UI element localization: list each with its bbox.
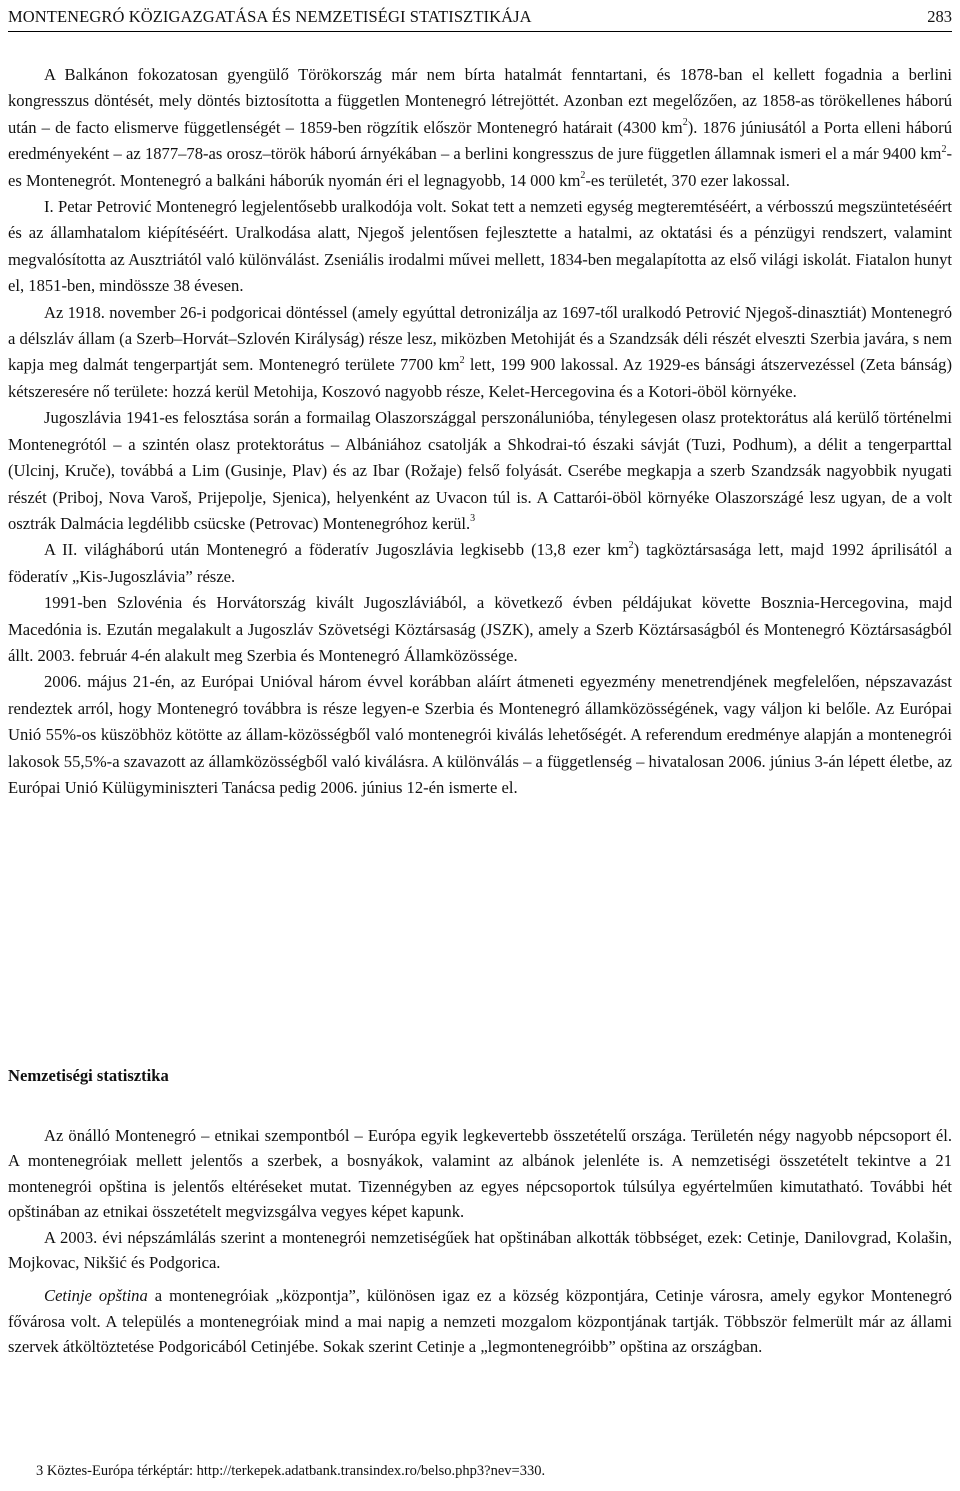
running-title: MONTENEGRÓ KÖZIGAZGATÁSA ÉS NEMZETISÉGI STATISZTIKÁJA (8, 7, 532, 26)
history-section (8, 62, 952, 801)
page-number: 283 (927, 7, 952, 26)
paragraph-petar: I. Petar Petrović Montenegró legjelentősebb uralkodója volt. Sokat tett a nemzeti egység megteremtéséért, a vérbosszú megszüntetéséért és az államhatalom kiépítéséért. Uralkodása alatt, Njegoš jelentősen fejlesztette a hatalmi, az oktatási és a pénzügyi rendszert, valamint megvalósította az Ausztriától való különválást. Zseniális irodalmi művei mellett, 1834-ben megalapította az első világi iskolát. Fiatalon hunyt el, 1851-ben, mindössze 38 évesen. (8, 197, 952, 296)
paragraph-independence: A Balkánon fokozatosan gyengülő Törökország már nem bírta hatalmát fenntartani, és 1878-ban el kellett fogadnia a berlini kongresszus döntését, mely döntés biztosította a független Montenegró létrejöttét. Azonban ezt megelőzően, az 1858-as törökellenes háború után – de facto elismerve függetlenségét – 1859-ben rögzítik először Montenegró határait (4300 $km^2$). 1876 júniusától a Porta elleni háború eredményeként – az 1877–78-as orosz–török háború árnyékában – a berlini kongresszus de jure független államnak ismeri el a már 9400 $km^2-es$ Montenegrót. Montenegró a balkáni háborúk nyomán éri el legnagyobb, 14 000 $km^2-es$ területét, 370 ezer lakossal. (8, 65, 952, 190)
footnote: 3 Köztes-Európa térképtár: http://terkepek.adatbank.transindex.ro/belso.php3?nev=330. (36, 1463, 546, 1479)
section-heading: Nemzetiségi statisztika (8, 1066, 169, 1085)
paragraph-1918: Az 1918. november 26-i podgoricai döntéssel (amely egyúttal detronizálja az 1697-től uralkodó Petrović Njegoš-dinasztiát) Montenegró a délszláv állam (a Szerb–Horvát–Szlovén Királyság) része lesz, miközben Metohiját és a Szandzsák déli részét elveszti Szerbia javára, s nem kapja meg dalmát tengerpartját sem. Montenegró területe 7700 $km^2$ lett, 199 900 lakossal. Az 1929-es bánsági átszervezéssel (Zeta bánság) kétszeresére nő területe: hozzá kerül Metohija, Koszovó nagyobb része, Kelet-Hercegovina és a Kotori-öböl környéke. (8, 302, 952, 401)
page-header (8, 5, 952, 32)
paragraph-census: A 2003. évi népszámlálás szerint a montenegrói nemzetiségűek hat opštinában alkották többséget, ezek: Cetinje, Danilovgrad, Kolašin, Mojkovac, Nikšić és Podgorica. (8, 1227, 952, 1273)
paragraph-1991: 1991-ben Szlovénia és Horvátország kivált Jugoszláviából, a következő évben példájukat követte Bosznia-Hercegovina, majd Macedónia is. Ezután megalakult a Jugoszláv Szövetségi Köztársaság (JSZK), amely a Szerb Köztársaságból és Montenegró Köztársaságból állt. 2003. február 4-én alakult meg Szerbia és Montenegró Államközössége. (8, 593, 952, 665)
spacer (8, 1275, 952, 1283)
paragraph-cetinje: Cetinje opština a montenegróiak „központja”, különösen igaz ez a község központjára, Cetinje városra, amely egykor Montenegró fővárosa volt. A település a montenegróiak mind a mai napig a nemzeti mozgalom központjának tartják. Többször felmerült már az állami szervek átköltöztetése Podgoricából Cetinjébe. Sokak szerint Cetinje a „legmontenegróibb” opština az országban. (8, 1286, 952, 1357)
footnote-ref[interactable]: 3 (470, 513, 476, 525)
paragraph-2006: 2006. május 21-én, az Európai Unióval három évvel korábban aláírt átmeneti egyezmény menetrendjének megfelelően, népszavazást rendeztek arról, hogy Montenegró továbbra is része legyen-e Szerbia és Montenegró államközösségének, vagy váljon ki belőle. Az Európai Unió 55%-os küszöbhöz kötötte az állam-közösségből való montenegrói kiválás lehetőségét. A referendum eredménye alapján a montenegrói lakosok 55,5%-a szavazott az államközösségből való kiválásra. A különválás – a függetlenség – hivatalosan 2006. június 3-án lépett életbe, az Európai Unió Külügyminiszteri Tanácsa pedig 2006. június 12-én ismerte el. (8, 672, 952, 797)
paragraph-ethnic: Az önálló Montenegró – etnikai szempontból – Európa egyik legkevertebb összetételű országa. Területén négy nagyobb népcsoport él. A montenegróiak mellett jelentős a szerbek, a bosnyákok, valamint az albánok jelenléte is. A nemzetiségi összetételt tekintve a 21 montenegrói opština is jelentős eltéréseket mutat. Tizennégyben az egyes népcsoportok túlsúlya egyértelműen kimutatható. További hét opštinában az etnikai összetételt megvizsgálva vegyes képet kapunk. (8, 1126, 952, 1222)
statistics-section (8, 1123, 952, 1360)
paragraph-ww2: A II. világháború után Montenegró a föderatív Jugoszlávia legkisebb (13,8 ezer $km^2$) tagköztársasága lett, majd 1992 áprilisától a föderatív „Kis-Jugoszlávia” része. (8, 539, 952, 586)
paragraph-1941: Jugoszlávia 1941-es felosztása során a formailag Olaszországgal perszonálunióba, ténylegesen olasz protektorátus alá kerülő történelmi Montenegrótól – a szintén olasz protektorátus – Albániához csatolják a Shkodrai-tó északi sávját (Tuzi, Podhum), a délit a tengerparttal (Ulcinj, Kruče), továbbá a Lim (Gusinje, Plav) és az Ibar (Rožaje) felső folyását. Cserébe megkapja a szerb Szandzsák nagyobbik nyugati részét (Priboj, Nova Varoš, Prijepolje, Sjenica), helyenként az Uvacon túl is. A Cattarói-öböl környéke Olaszországé lesz ugyan, de a volt osztrák Dalmácia legdélibb csücske (Petrovac) Montenegróhoz kerül.$^3$ (8, 408, 952, 533)
